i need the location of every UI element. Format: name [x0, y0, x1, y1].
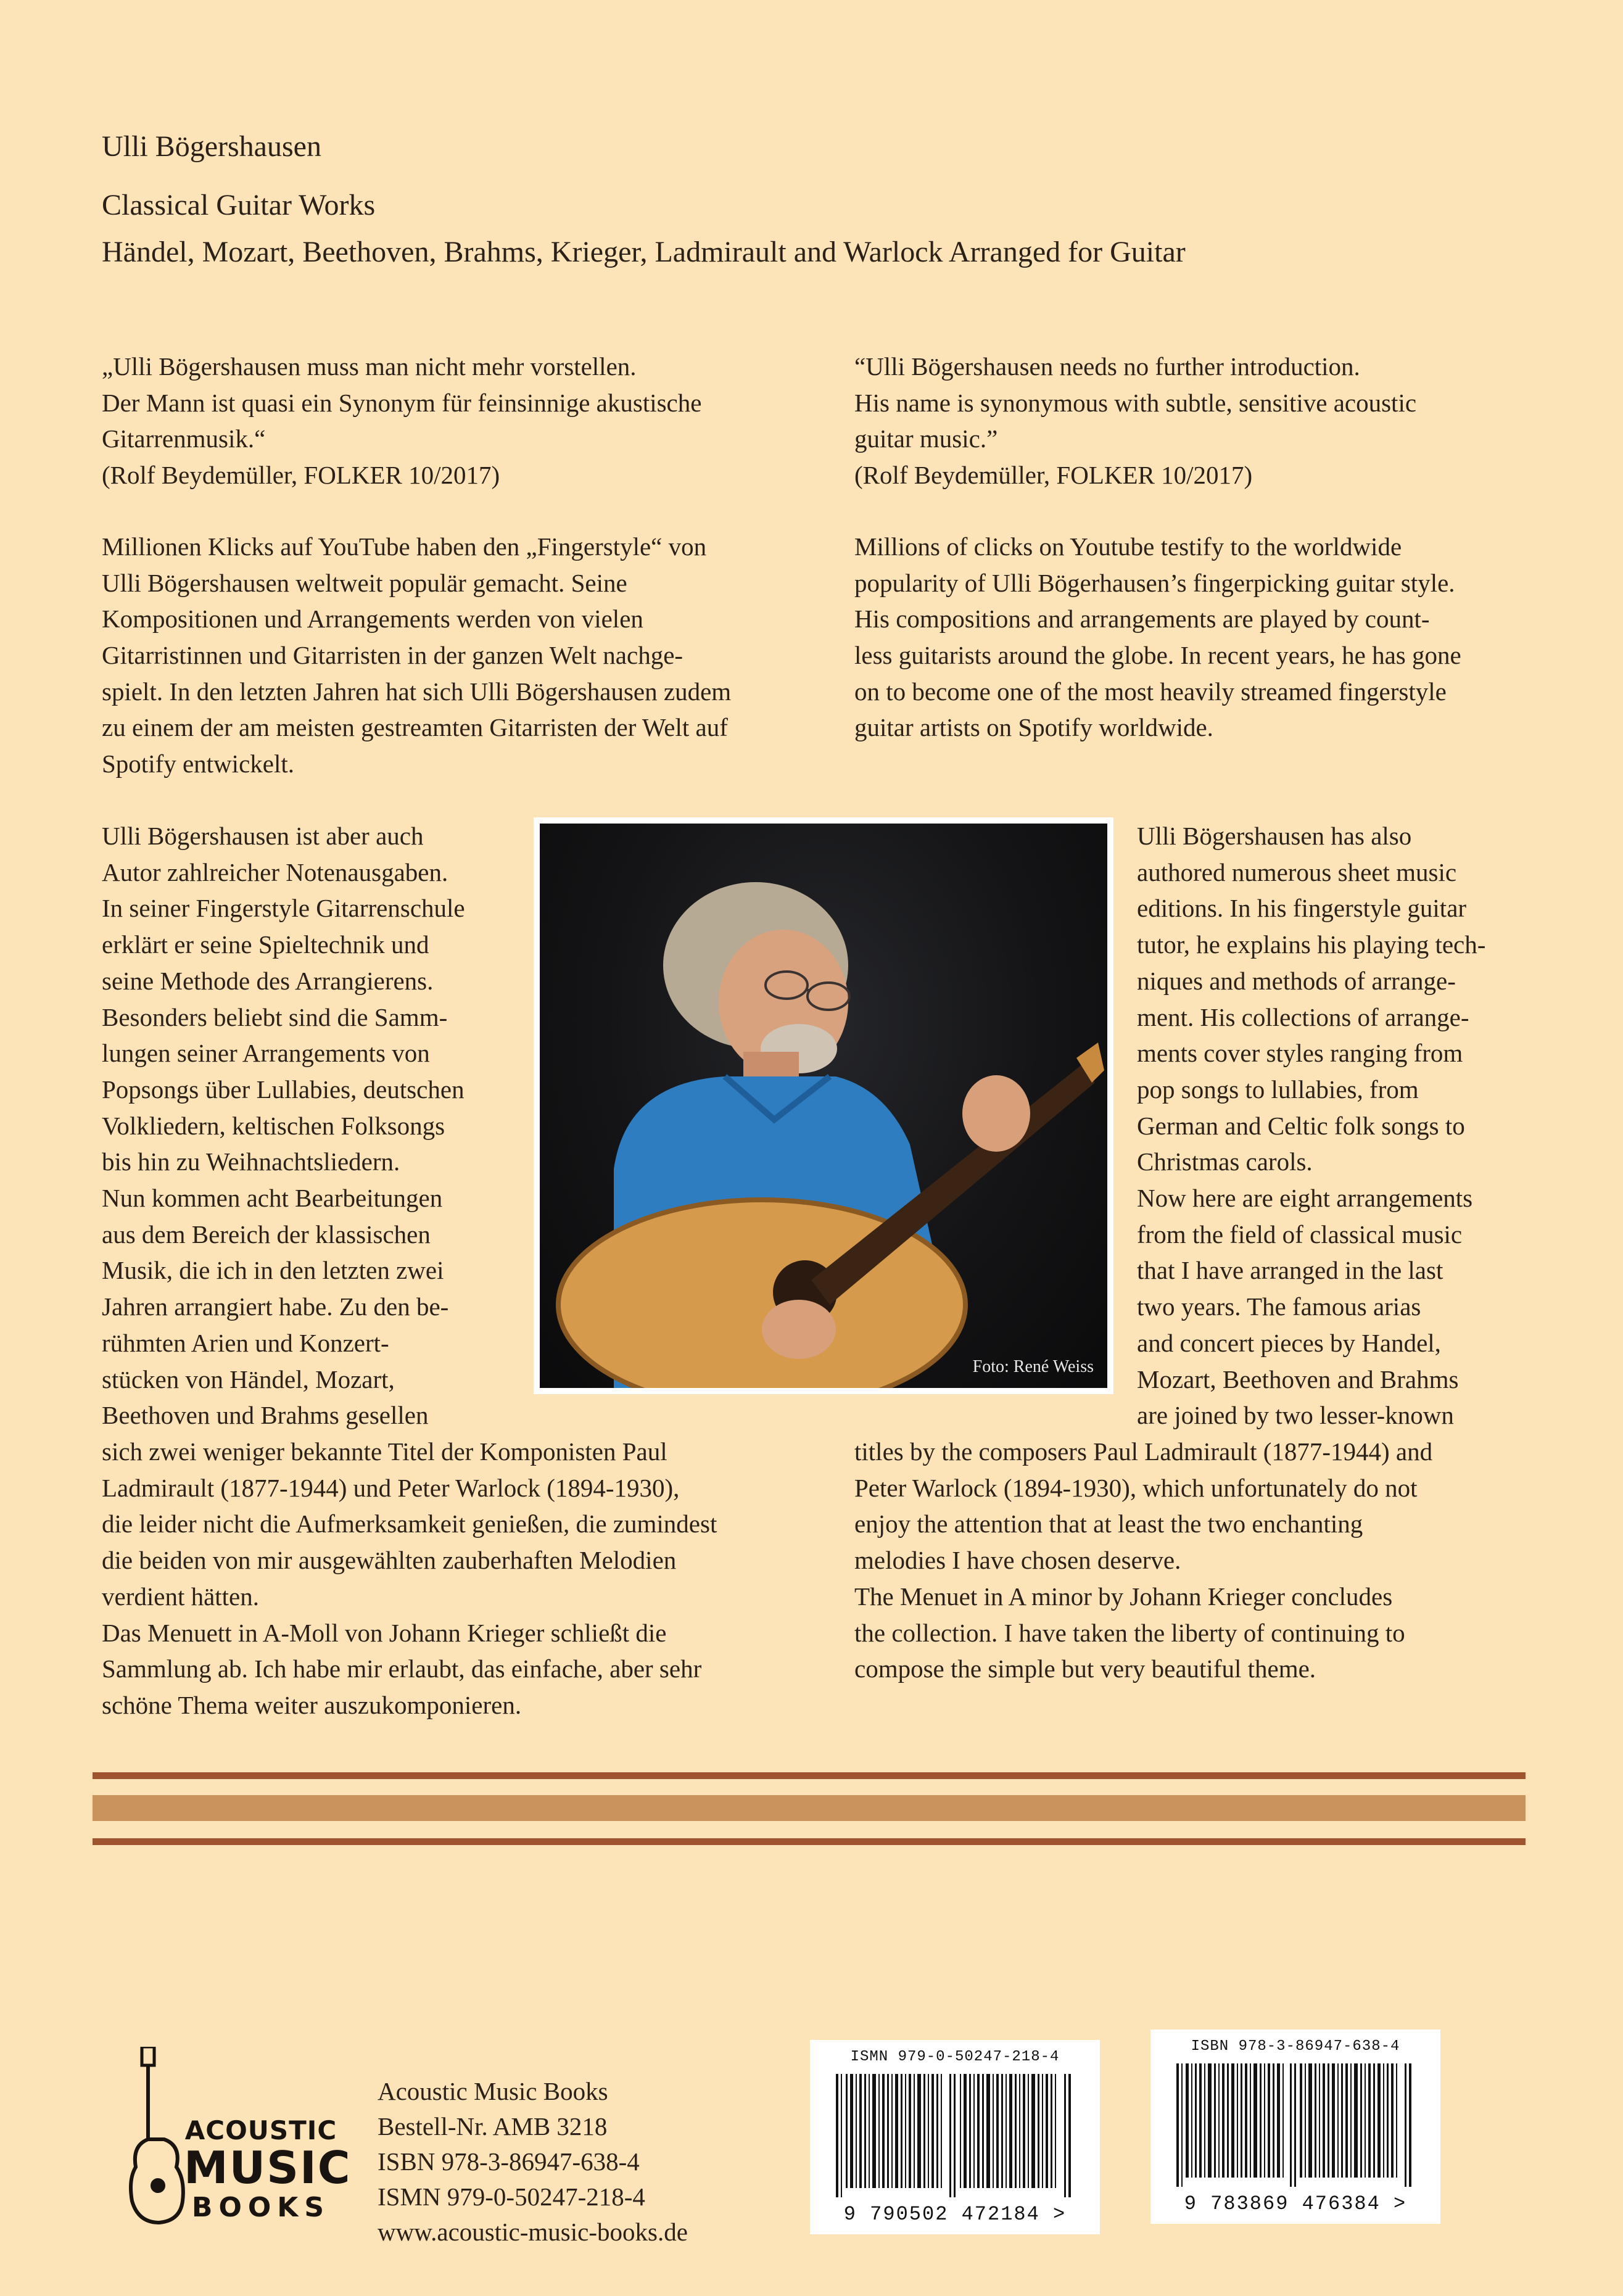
german-quote-line: Der Mann ist quasi ein Synonym für feinsinnige akustische [102, 388, 702, 417]
english-para2-line: niques and methods of arrange- [1137, 966, 1456, 995]
barcode-digits: 9 783869 476384 > [1184, 2192, 1407, 2215]
barcode-bars-icon [833, 2074, 1076, 2197]
english-intro [854, 349, 1564, 746]
barcode-label: ISMN 979-0-50247-218-4 [850, 2049, 1060, 2065]
english-para2-line: compose the simple but very beautiful theme. [854, 1654, 1316, 1683]
german-para1-line: zu einem der am meisten gestreamten Gitarristen der Welt auf [102, 713, 728, 742]
german-para2-line: verdient hätten. [102, 1582, 260, 1611]
ismn-barcode [810, 2040, 1100, 2234]
german-para2-line: die leider nicht die Aufmerksamkeit genießen, die zumindest [102, 1509, 717, 1538]
english-para2-line: ments cover styles ranging from [1137, 1039, 1463, 1068]
german-para2-line: Beethoven und Brahms gesellen [102, 1401, 429, 1430]
german-para2-wide [102, 1434, 811, 1724]
english-para1-line: guitar artists on Spotify worldwide. [854, 713, 1213, 742]
english-para2-wide [854, 1434, 1564, 1687]
english-para1-line: popularity of Ulli Bögerhausen’s fingerpicking guitar style. [854, 568, 1455, 597]
german-para2-line: Jahren arrangiert habe. Zu den be- [102, 1292, 449, 1321]
isbn-barcode [1150, 2030, 1440, 2224]
logo-word-music: MUSIC [184, 2142, 352, 2194]
author-name: Ulli Bögershausen [102, 130, 321, 163]
guitar-logo-icon [128, 2047, 187, 2226]
english-para2-line: Now here are eight arrangements [1137, 1184, 1473, 1213]
publisher-name: Acoustic Music Books [378, 2077, 608, 2105]
english-para2-line: from the field of classical music [1137, 1220, 1463, 1249]
german-para2-line: bis hin zu Weihnachtsliedern. [102, 1147, 400, 1176]
english-para2-line: titles by the composers Paul Ladmirault (1877-1944) and [854, 1437, 1433, 1466]
divider-stripe-bottom [93, 1838, 1526, 1845]
german-para2-line: Ulli Bögershausen ist aber auch [102, 822, 424, 850]
website-link[interactable]: www.acoustic-music-books.de [378, 2218, 688, 2246]
english-para2-line: are joined by two lesser-known [1137, 1401, 1454, 1430]
publisher-info [378, 2074, 809, 2250]
english-para2-line: two years. The famous arias [1137, 1292, 1421, 1321]
english-para1-line: Millions of clicks on Youtube testify to the worldwide [854, 532, 1402, 561]
english-para2-line: authored numerous sheet music [1137, 857, 1457, 886]
english-para2-line: that I have arranged in the last [1137, 1256, 1443, 1285]
order-number: Bestell-Nr. AMB 3218 [378, 2112, 608, 2141]
german-para1-line: Ulli Bögershausen weltweit populär gemacht. Seine [102, 568, 627, 597]
german-para2-line: Autor zahlreicher Notenausgaben. [102, 857, 448, 886]
author-photo-image [540, 824, 1107, 1388]
english-para2-line: the collection. I have taken the liberty of continuing to [854, 1618, 1405, 1647]
german-intro [102, 349, 811, 782]
german-para2-line: erklärt er seine Spieltechnik und [102, 930, 429, 959]
german-para2-line: Sammlung ab. Ich habe mir erlaubt, das einfache, aber sehr [102, 1654, 702, 1683]
german-quote-line: „Ulli Bögershausen muss man nicht mehr vorstellen. [102, 352, 637, 381]
german-para2-line: Das Menuett in A-Moll von Johann Krieger schließt die [102, 1618, 667, 1647]
ismn-text: ISMN 979-0-50247-218-4 [378, 2182, 645, 2211]
english-para2-line: and concert pieces by Handel, [1137, 1328, 1441, 1357]
divider-stripe-middle [93, 1795, 1526, 1821]
german-para2-line: Volkliedern, keltischen Folksongs [102, 1111, 445, 1140]
german-para2-line: Ladmirault (1877-1944) und Peter Warlock (1894-1930), [102, 1473, 680, 1502]
german-quote-line: Gitarrenmusik.“ [102, 424, 266, 453]
english-para2-line: melodies I have chosen deserve. [854, 1546, 1181, 1575]
german-para1-line: Kompositionen und Arrangements werden von vielen [102, 605, 643, 634]
english-quote-source: (Rolf Beydemüller, FOLKER 10/2017) [854, 461, 1253, 490]
author-photo [534, 817, 1113, 1394]
german-para2-line: Nun kommen acht Bearbeitungen [102, 1184, 443, 1213]
german-quote-source: (Rolf Beydemüller, FOLKER 10/2017) [102, 461, 500, 490]
english-para2-line: pop songs to lullabies, from [1137, 1075, 1419, 1104]
photo-credit: Foto: René Weiss [972, 1357, 1094, 1376]
english-para2-line: Peter Warlock (1894-1930), which unfortunately do not [854, 1473, 1418, 1502]
book-title: Classical Guitar Works [102, 189, 376, 221]
english-quote-line: “Ulli Bögershausen needs no further introduction. [854, 352, 1360, 381]
barcode-digits: 9 790502 472184 > [843, 2203, 1067, 2226]
english-para2-line: tutor, he explains his playing tech- [1137, 930, 1486, 959]
german-para1-line: Gitarristinnen und Gitarristen in der ganzen Welt nachge- [102, 640, 683, 669]
logo-word-books: BOOKS [191, 2192, 331, 2223]
english-para2-line: editions. In his fingerstyle guitar [1137, 894, 1467, 923]
divider-stripe-top [93, 1772, 1526, 1779]
german-para1-line: Millionen Klicks auf YouTube haben den „Fingerstyle“ von [102, 532, 707, 561]
german-para2-line: rühmten Arien und Konzert- [102, 1328, 389, 1357]
barcode-label: ISBN 978-3-86947-638-4 [1191, 2038, 1400, 2055]
german-para2-line: die beiden von mir ausgewählten zauberhaften Melodien [102, 1546, 677, 1575]
german-para2-line: Musik, die ich in den letzten zwei [102, 1256, 444, 1285]
german-para1-line: Spotify entwickelt. [102, 750, 295, 778]
german-para2-line: sich zwei weniger bekannte Titel der Komponisten Paul [102, 1437, 667, 1466]
english-para2-narrow [1137, 818, 1532, 1434]
english-para2-line: Ulli Bögershausen has also [1137, 822, 1412, 850]
english-para2-line: Mozart, Beethoven and Brahms [1137, 1365, 1459, 1394]
english-quote-line: His name is synonymous with subtle, sensitive acoustic [854, 388, 1417, 417]
english-quote-line: guitar music.” [854, 424, 998, 453]
german-para2-line: seine Methode des Arrangierens. [102, 966, 434, 995]
english-para1-line: His compositions and arrangements are played by count- [854, 605, 1430, 634]
german-para2-line: Popsongs über Lullabies, deutschen [102, 1075, 465, 1104]
german-para2-narrow [102, 818, 521, 1434]
english-para2-line: ment. His collections of arrange- [1137, 1002, 1469, 1031]
logo-word-acoustic: ACOUSTIC [184, 2115, 337, 2145]
english-para2-line: Christmas carols. [1137, 1147, 1313, 1176]
german-para2-line: schöne Thema weiter auszukomponieren. [102, 1690, 522, 1719]
publisher-logo [128, 2047, 352, 2226]
german-para2-line: stücken von Händel, Mozart, [102, 1365, 395, 1394]
german-para2-line: lungen seiner Arrangements von [102, 1039, 430, 1068]
guitarist-illustration [540, 824, 1107, 1388]
german-para2-line: Besonders beliebt sind die Samm- [102, 1002, 448, 1031]
english-para1-line: on to become one of the most heavily streamed fingerstyle [854, 677, 1447, 706]
english-para2-line: enjoy the attention that at least the two enchanting [854, 1509, 1363, 1538]
barcode-bars-icon [1174, 2063, 1417, 2187]
english-para1-line: less guitarists around the globe. In recent years, he has gone [854, 640, 1461, 669]
isbn-text: ISBN 978-3-86947-638-4 [378, 2147, 640, 2176]
english-para2-line: German and Celtic folk songs to [1137, 1111, 1465, 1140]
english-para2-line: The Menuet in A minor by Johann Krieger concludes [854, 1582, 1393, 1611]
german-para2-line: aus dem Bereich der klassischen [102, 1220, 431, 1249]
german-para1-line: spielt. In den letzten Jahren hat sich Ulli Bögershausen zudem [102, 677, 732, 706]
german-para2-line: In seiner Fingerstyle Gitarrenschule [102, 894, 465, 923]
book-subtitle: Händel, Mozart, Beethoven, Brahms, Krieger, Ladmirault and Warlock Arranged for Guitar [102, 236, 1186, 268]
